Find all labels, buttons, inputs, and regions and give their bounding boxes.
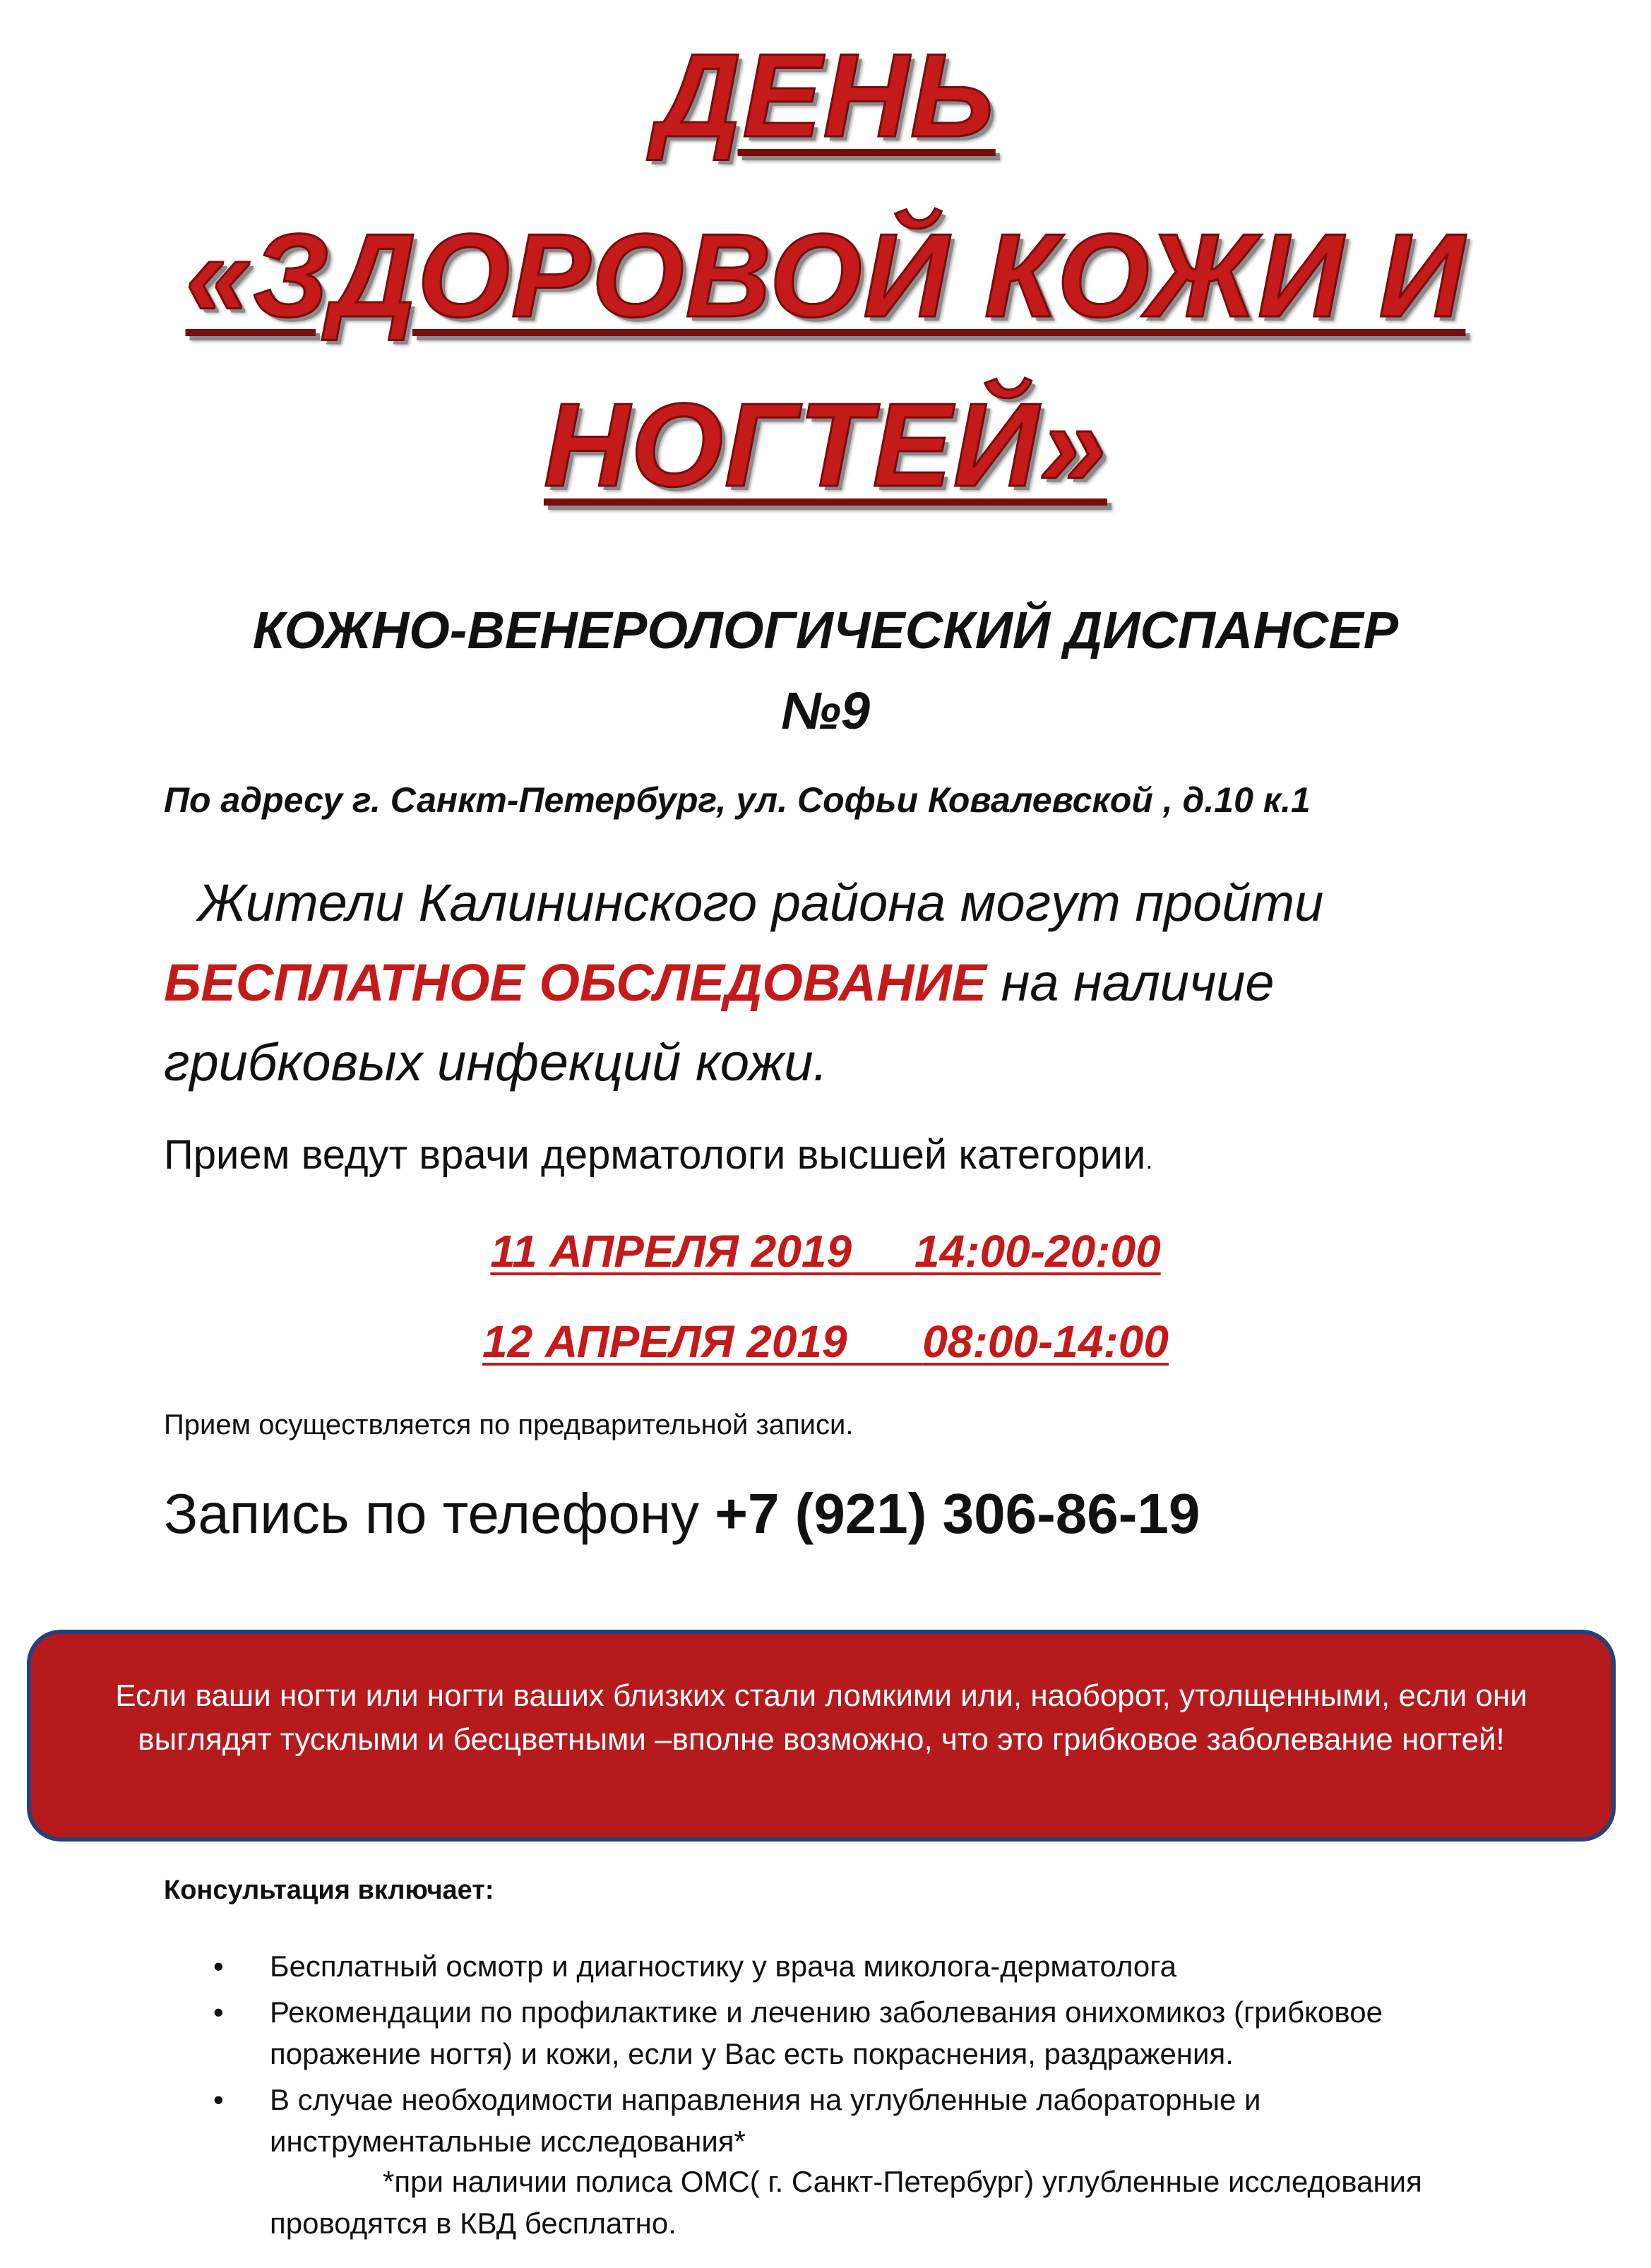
- footnote-line-2: проводятся в КВД бесплатно.: [270, 2207, 677, 2240]
- intro-line-1: Жители Калининского района могут пройти: [198, 873, 1324, 932]
- footnote-line-1: *при наличии полиса ОМС( г. Санкт-Петербург) углубленные исследования: [383, 2165, 1422, 2198]
- schedule-time: 08:00-14:00: [922, 1316, 1169, 1367]
- phone-line: [164, 1479, 1200, 1549]
- title-line-3: НОГТЕЙ»: [543, 378, 1108, 511]
- title-line-2: «ЗДОРОВОЙ КОЖИ И: [185, 209, 1466, 342]
- free-exam-highlight: БЕСПЛАТНОЕ ОБСЛЕДОВАНИЕ: [164, 953, 987, 1012]
- phone-number[interactable]: +7 (921) 306-86-19: [715, 1482, 1200, 1545]
- schedule-date: 12 АПРЕЛЯ 2019: [482, 1316, 847, 1367]
- doctors-info: [164, 1127, 1152, 1188]
- list-item-line: В случае необходимости направления на углубленные лабораторные и: [270, 2083, 1261, 2116]
- list-item-line: Рекомендации по профилактике и лечению заболевания онихомикоз (грибковое: [270, 1995, 1383, 2029]
- bullet-icon: •: [213, 2083, 224, 2116]
- bullet-icon: •: [213, 1950, 224, 1983]
- warning-banner: [27, 1630, 1616, 1842]
- footnote: [270, 2161, 1611, 2244]
- intro-line-2: [164, 943, 1576, 1022]
- consultation-heading: Консультация включает:: [164, 1875, 494, 1905]
- list-item: [164, 1991, 1576, 2075]
- list-item-line: инструментальные исследования*: [270, 2125, 746, 2158]
- organization-number: №9: [781, 681, 870, 740]
- intro-line-2-rest: на наличие: [987, 953, 1275, 1012]
- doctors-end: .: [1145, 1145, 1153, 1174]
- phone-label: Запись по телефону: [164, 1482, 715, 1545]
- title-line-1: ДЕНЬ: [655, 29, 996, 162]
- banner-line-1: Если ваши ногти или ногти ваших близких стали ломкими или, наоборот, утолщенными, если они: [115, 1678, 1527, 1713]
- banner-text: [115, 1674, 1527, 1762]
- list-item: [164, 2079, 1576, 2162]
- address: По адресу г. Санкт-Петербург, ул. Софьи Ковалевской , д.10 к.1: [164, 780, 1311, 820]
- consultation-list: [164, 1945, 1576, 2162]
- list-item-line: поражение ногтя) и кожи, если у Вас есть покраснения, раздражения.: [270, 2037, 1234, 2070]
- schedule-time: 14:00-20:00: [914, 1226, 1161, 1277]
- schedule-line-2: [0, 1312, 1651, 1371]
- schedule-line-1: [0, 1222, 1651, 1281]
- bullet-icon: •: [213, 1995, 224, 2029]
- intro-paragraph: [164, 863, 1576, 1102]
- intro-line-3: грибковых инфекций кожи.: [164, 1033, 828, 1092]
- organization-name: КОЖНО-ВЕНЕРОЛОГИЧЕСКИЙ ДИСПАНСЕР: [252, 601, 1399, 659]
- schedule-date: 11 АПРЕЛЯ 2019: [490, 1226, 852, 1277]
- preregistration-note: Прием осуществляется по предварительной записи.: [164, 1409, 854, 1440]
- list-item-line: Бесплатный осмотр и диагностику у врача миколога-дерматолога: [270, 1950, 1177, 1983]
- list-item: [164, 1945, 1576, 1987]
- doctors-text: Прием ведут врачи дерматологи высшей категории: [164, 1132, 1146, 1178]
- banner-line-2: выглядят тусклыми и бесцветными –вполне возможно, что это грибковое заболевание ногтей!: [138, 1722, 1505, 1757]
